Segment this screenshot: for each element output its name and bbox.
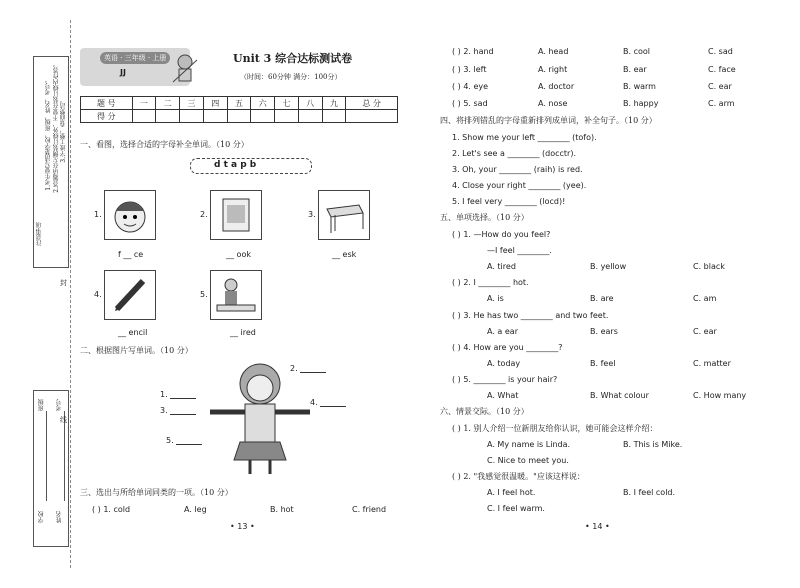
sec6-q1: ( ) 1. 别人介绍一位新朋友给你认识，她可能会这样介绍： xyxy=(452,424,658,433)
sec4-title: 四、将排列错乱的字母重新排列成单词，补全句子。（10 分） xyxy=(440,116,657,125)
sec5-q2-b[interactable]: B. are xyxy=(590,294,614,303)
sec1-blank-1[interactable]: f __ ce xyxy=(118,250,144,259)
page-number-left: • 13 • xyxy=(230,522,255,531)
book-image xyxy=(210,190,262,240)
sec3-q1-a[interactable]: A. leg xyxy=(184,505,207,514)
sec6-q1-c[interactable]: C. Nice to meet you. xyxy=(487,456,569,465)
sec5-q4: ( ) 4. How are you ________? xyxy=(452,343,563,352)
sec5-q4-a[interactable]: A. today xyxy=(487,359,521,368)
score-input[interactable] xyxy=(275,110,299,123)
sec6-title: 六、情景交际。（10 分） xyxy=(440,407,529,416)
student-info-box xyxy=(33,390,69,547)
sec5-q3-b[interactable]: B. ears xyxy=(590,327,618,336)
sec2-title: 二、根据图片写单词。（10 分） xyxy=(80,346,193,355)
desk-image xyxy=(318,190,370,240)
sec6-q1-b[interactable]: B. This is Mike. xyxy=(623,440,683,449)
letter-bank-text: d t a p b xyxy=(214,160,257,170)
binding-mark: 封 xyxy=(60,279,67,287)
score-table xyxy=(80,96,398,123)
notice-rule-2: 2.答题请在左侧装订线外，不要在装订线内作答。 xyxy=(53,61,60,193)
field-number: 考号 xyxy=(56,399,63,411)
pencil-image xyxy=(104,270,156,320)
sec3-q4-a[interactable]: A. doctor xyxy=(538,82,575,91)
score-cell: 题 号 xyxy=(81,97,133,110)
score-cell: 五 xyxy=(227,97,251,110)
sec3-q2-c[interactable]: C. sad xyxy=(708,47,733,56)
field-class: 班级 xyxy=(38,399,45,411)
sec5-q5: ( ) 5. ________ is your hair? xyxy=(452,375,558,384)
tired-boy-image xyxy=(210,270,262,320)
sec1-num-5: 5. xyxy=(200,290,208,299)
score-cell: 一 xyxy=(132,97,156,110)
sec3-q1-b[interactable]: B. hot xyxy=(270,505,294,514)
time-info: （时间：60分钟 满分：100分） xyxy=(240,73,342,81)
sec2-label-5: 5. xyxy=(166,436,174,445)
sec3-q1-c[interactable]: C. friend xyxy=(352,505,387,514)
sec3-q3-a[interactable]: A. right xyxy=(538,65,568,74)
score-cell: 八 xyxy=(298,97,322,110)
sec4-item-5[interactable]: 5. I feel very ________ (locd)! xyxy=(452,197,566,206)
sec3-q5-a[interactable]: A. nose xyxy=(538,99,568,108)
sec3-q5-c[interactable]: C. arm xyxy=(708,99,735,108)
sec1-blank-2[interactable]: __ ook xyxy=(226,250,251,259)
score-cell: 七 xyxy=(275,97,299,110)
sec5-q4-c[interactable]: C. matter xyxy=(693,359,731,368)
sec2-label-3: 3. xyxy=(160,406,168,415)
sec1-blank-4[interactable]: __ encil xyxy=(118,328,148,337)
sec3-q2: ( ) 2. hand xyxy=(452,47,494,56)
notice-heading: 注意事项 xyxy=(36,222,43,246)
sec3-q3: ( ) 3. left xyxy=(452,65,487,74)
sec4-item-3[interactable]: 3. Oh, your ________ (raih) is red. xyxy=(452,165,583,174)
sec1-num-2: 2. xyxy=(200,210,208,219)
mascot-icon xyxy=(170,52,200,86)
sec3-title: 三、选出与所给单词同类的一项。（10 分） xyxy=(80,488,233,497)
sec3-q5-b[interactable]: B. happy xyxy=(623,99,659,108)
sec5-q1-b[interactable]: B. yellow xyxy=(590,262,627,271)
score-input[interactable] xyxy=(156,110,180,123)
sec6-q1-a[interactable]: A. My name is Linda. xyxy=(487,440,571,449)
sec1-title: 一、看图，选择合适的字母补全单词。（10 分） xyxy=(80,140,249,149)
face-image xyxy=(104,190,156,240)
sec5-q5-c[interactable]: C. How many xyxy=(693,391,747,400)
sec1-blank-5[interactable]: __ ired xyxy=(230,328,256,337)
score-input[interactable] xyxy=(298,110,322,123)
sec3-q1: ( ) 1. cold xyxy=(92,505,131,514)
grade-badge: 英语 · 三年级 · 上册 xyxy=(100,52,170,64)
notice-rule-3: 3.字迹工整，卷面整洁。 xyxy=(60,97,67,163)
sec3-q2-b[interactable]: B. cool xyxy=(623,47,650,56)
sec4-item-4[interactable]: 4. Close your right ________ (yee). xyxy=(452,181,587,190)
sec3-q4: ( ) 4. eye xyxy=(452,82,489,91)
sec1-blank-3[interactable]: __ esk xyxy=(332,250,357,259)
sec3-q4-b[interactable]: B. warm xyxy=(623,82,656,91)
sec1-num-1: 1. xyxy=(94,210,102,219)
score-cell: 总 分 xyxy=(346,97,398,110)
sec5-q3-a[interactable]: A. a ear xyxy=(487,327,518,336)
score-header-row xyxy=(81,97,398,110)
sec6-q2-c[interactable]: C. I feel warm. xyxy=(487,504,545,513)
score-cell: 四 xyxy=(203,97,227,110)
score-input[interactable] xyxy=(180,110,204,123)
sec2-label-4: 4. xyxy=(310,398,318,407)
sec3-q5: ( ) 5. sad xyxy=(452,99,488,108)
score-value-row xyxy=(81,110,398,123)
girl-image xyxy=(200,360,320,480)
score-cell: 六 xyxy=(251,97,275,110)
sec1-num-3: 3. xyxy=(308,210,316,219)
sec2-label-1: 1. xyxy=(160,390,168,399)
page-title: Unit 3 综合达标测试卷 xyxy=(233,52,353,65)
sec5-q1-a[interactable]: A. tired xyxy=(487,262,516,271)
score-input[interactable] xyxy=(203,110,227,123)
sec4-item-1[interactable]: 1. Show me your left ________ (tofo). xyxy=(452,133,597,142)
edition-label: JJ xyxy=(120,68,126,77)
sec5-q2-c[interactable]: C. am xyxy=(693,294,717,303)
sec5-q1: ( ) 1. —How do you feel? xyxy=(452,230,551,239)
score-cell: 九 xyxy=(322,97,346,110)
score-cell: 二 xyxy=(156,97,180,110)
sec5-q1-c[interactable]: C. black xyxy=(693,262,725,271)
sec6-q2-b[interactable]: B. I feel cold. xyxy=(623,488,676,497)
sec5-title: 五、单项选择。（10 分） xyxy=(440,213,529,222)
sec3-q3-c[interactable]: C. face xyxy=(708,65,736,74)
notice-box xyxy=(33,56,69,268)
score-cell: 得 分 xyxy=(81,110,133,123)
sec5-q2: ( ) 2. I ________ hot. xyxy=(452,278,529,287)
notice-rule-1: 1.考生要写清楚学校、班级、姓名、考号。 xyxy=(45,77,52,191)
sec5-q4-b[interactable]: B. feel xyxy=(590,359,616,368)
sec3-q4-c[interactable]: C. ear xyxy=(708,82,732,91)
sec3-q3-b[interactable]: B. ear xyxy=(623,65,647,74)
sec5-q1-line2: —I feel ________. xyxy=(487,246,552,255)
field-name: 姓名 xyxy=(56,511,63,523)
score-input[interactable] xyxy=(251,110,275,123)
sec6-q2: ( ) 2. "我感觉很温暖。"应该这样说： xyxy=(452,472,585,481)
sec2-label-2: 2. xyxy=(290,364,298,373)
score-input[interactable] xyxy=(132,110,156,123)
sec4-item-2[interactable]: 2. Let's see a ________ (docctr). xyxy=(452,149,576,158)
sec5-q5-b[interactable]: B. What colour xyxy=(590,391,649,400)
sec3-q2-a[interactable]: A. head xyxy=(538,47,569,56)
score-input[interactable] xyxy=(346,110,398,123)
page-number-right: • 14 • xyxy=(585,522,610,531)
sec1-num-4: 4. xyxy=(94,290,102,299)
binding-mark-2: 线 xyxy=(60,416,67,424)
sec5-q2-a[interactable]: A. is xyxy=(487,294,504,303)
sec5-q3: ( ) 3. He has two ________ and two feet. xyxy=(452,311,609,320)
score-input[interactable] xyxy=(322,110,346,123)
cut-line xyxy=(70,20,71,568)
sec5-q3-c[interactable]: C. ear xyxy=(693,327,717,336)
score-cell: 三 xyxy=(180,97,204,110)
sec5-q5-a[interactable]: A. What xyxy=(487,391,519,400)
field-school: 学校 xyxy=(38,511,45,523)
score-input[interactable] xyxy=(227,110,251,123)
sec6-q2-a[interactable]: A. I feel hot. xyxy=(487,488,536,497)
